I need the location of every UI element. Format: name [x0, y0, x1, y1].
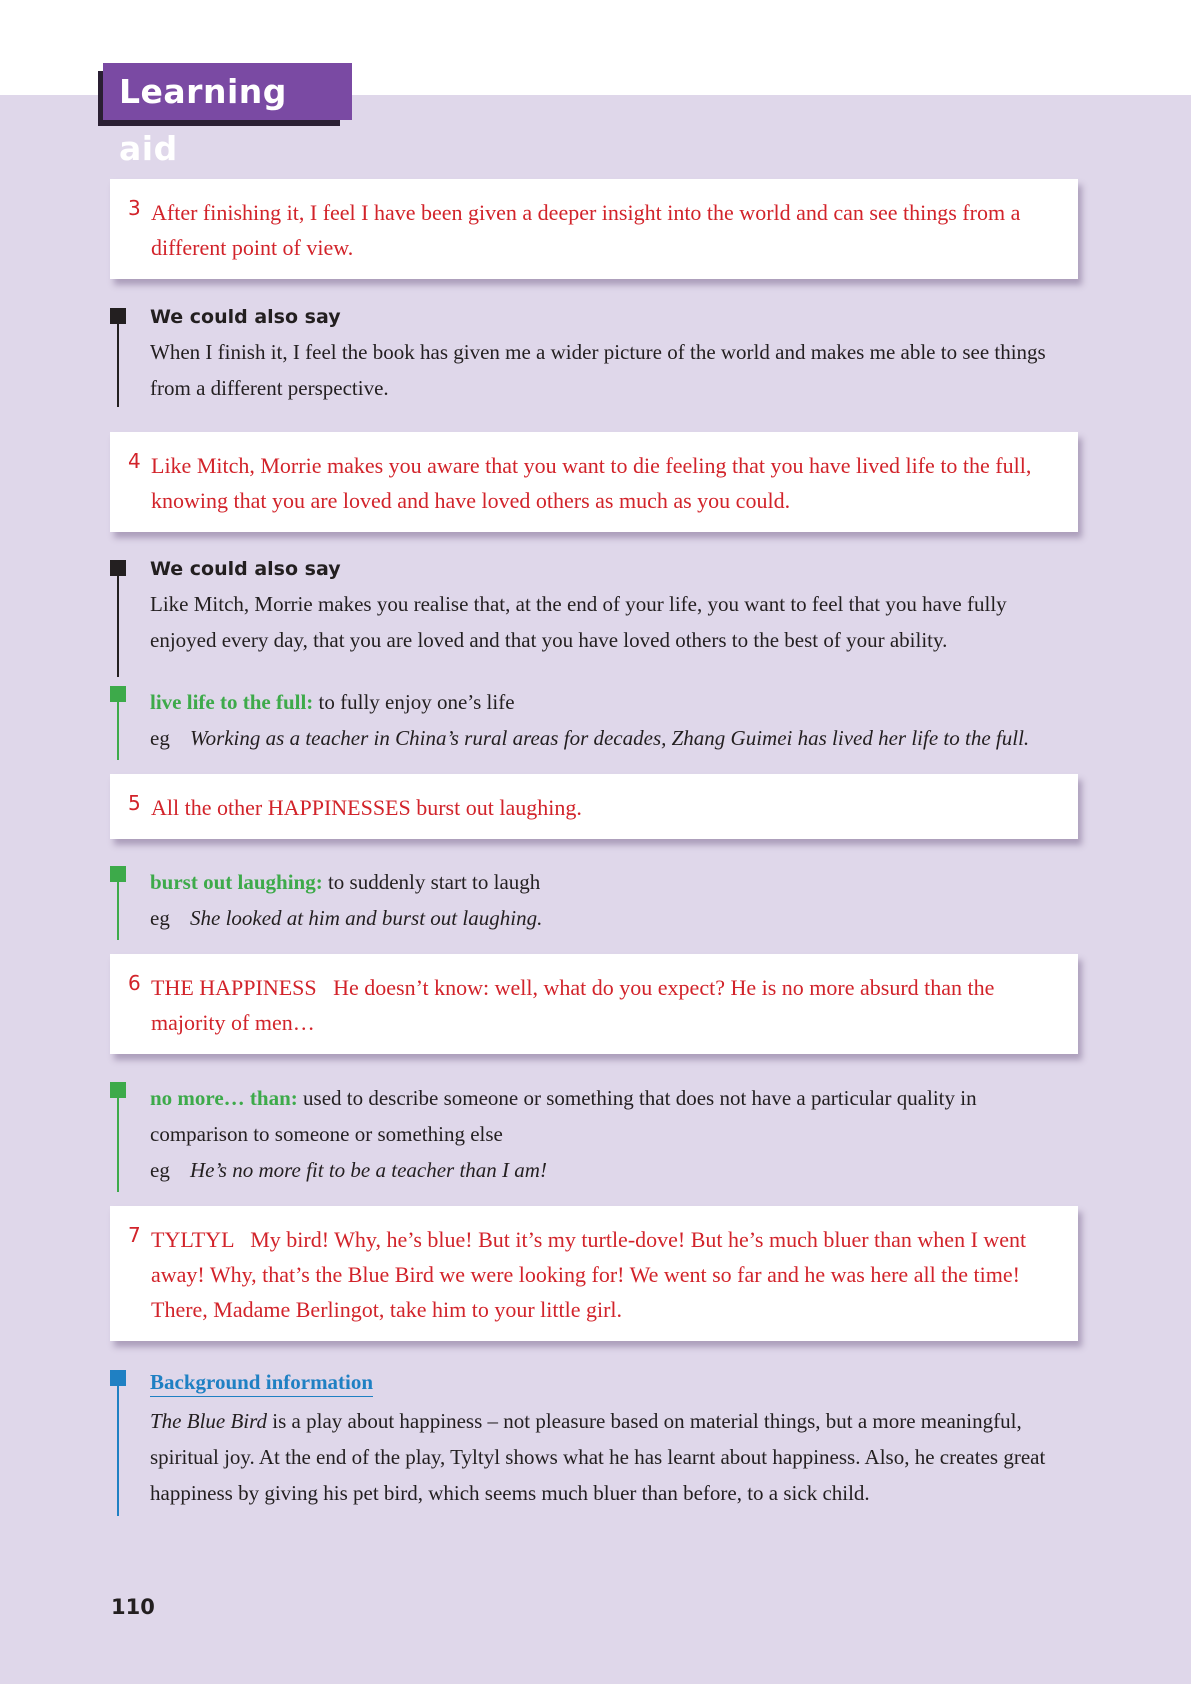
example-label: eg	[150, 1158, 170, 1182]
section-title: Learning aid	[103, 63, 352, 120]
note-rule	[117, 324, 119, 407]
quote-box-7	[110, 1206, 1078, 1341]
vocab-term: burst out laughing:	[150, 870, 323, 894]
quote-text: TYLTYL My bird! Why, he’s blue! But it’s my turtle-dove! But he’s much bluer than when I went away! Why, that’s the Blue Bird we were looking for! We went so far and he was here all the time! There, Madame Berlingot, take him to your little girl.	[151, 1227, 1032, 1322]
quote-text: THE HAPPINESS He doesn’t know: well, what do you expect? He is no more absurd than the majority of men…	[151, 975, 1000, 1035]
example-sentence: Working as a teacher in China’s rural areas for decades, Zhang Guimei has lived her life to the full.	[190, 726, 1030, 750]
note-text: When I finish it, I feel the book has given me a wider picture of the world and makes me able to see things from a different perspective.	[150, 340, 1046, 400]
quote-box-3	[110, 179, 1078, 279]
example-label: eg	[150, 906, 170, 930]
play-title: The Blue Bird	[150, 1409, 268, 1433]
quote-box-6	[110, 954, 1078, 1054]
note-heading: We could also say	[150, 306, 341, 328]
note-text: Like Mitch, Morrie makes you realise that, at the end of your life, you want to feel that you have fully enjoyed every day, that you are loved and that you have loved others to the best of your ability.	[150, 592, 1007, 652]
background-rule	[117, 1386, 119, 1516]
background-heading: Background information	[150, 1368, 373, 1397]
vocab-marker	[110, 1082, 126, 1098]
note-marker	[110, 308, 126, 324]
vocab-term: no more… than:	[150, 1086, 298, 1110]
quote-box-4	[110, 432, 1078, 532]
example-sentence: She looked at him and burst out laughing.	[190, 906, 543, 930]
page-number: 110	[111, 1595, 155, 1619]
background-text: is a play about happiness – not pleasure based on material things, but a more meaningful, spiritual joy. At the end of the play, Tyltyl shows what he has learnt about happiness. Also, he creates great happiness by giving his pet bird, which seems much bluer than before, to a sick child.	[150, 1409, 1046, 1505]
vocab-marker	[110, 686, 126, 702]
quote-number: 4	[128, 449, 141, 473]
background-marker	[110, 1370, 126, 1386]
quote-number: 5	[128, 791, 141, 815]
also-say-note-2	[110, 558, 1078, 658]
vocab-definition: to suddenly start to laugh	[327, 870, 541, 894]
vocab-rule	[117, 702, 119, 760]
quote-number: 3	[128, 196, 141, 220]
example-label: eg	[150, 726, 170, 750]
vocab-rule	[117, 882, 119, 940]
note-marker	[110, 560, 126, 576]
vocab-definition: used to describe someone or something that does not have a particular quality in comparison to someone or something else	[150, 1086, 977, 1146]
note-rule	[117, 576, 119, 677]
vocab-rule	[117, 1098, 119, 1192]
quote-box-5	[110, 774, 1078, 839]
background-info-note	[110, 1368, 1078, 1511]
vocab-note-2	[110, 864, 1078, 936]
quote-text: Like Mitch, Morrie makes you aware that you want to die feeling that you have lived life to the full, knowing that you are loved and have loved others as much as you could.	[151, 453, 1032, 513]
vocab-definition: to fully enjoy one’s life	[318, 690, 515, 714]
also-say-note-1	[110, 306, 1078, 406]
vocab-marker	[110, 866, 126, 882]
quote-number: 6	[128, 971, 141, 995]
section-header	[103, 63, 352, 168]
quote-text: After finishing it, I feel I have been given a deeper insight into the world and can see things from a different point of view.	[151, 200, 1021, 260]
vocab-note-1	[110, 684, 1078, 756]
example-sentence: He’s no more fit to be a teacher than I am!	[190, 1158, 547, 1182]
quote-text: All the other HAPPINESSES burst out laughing.	[151, 795, 582, 820]
vocab-note-3	[110, 1080, 1078, 1188]
quote-number: 7	[128, 1223, 141, 1247]
note-heading: We could also say	[150, 558, 341, 580]
vocab-term: live life to the full:	[150, 690, 314, 714]
